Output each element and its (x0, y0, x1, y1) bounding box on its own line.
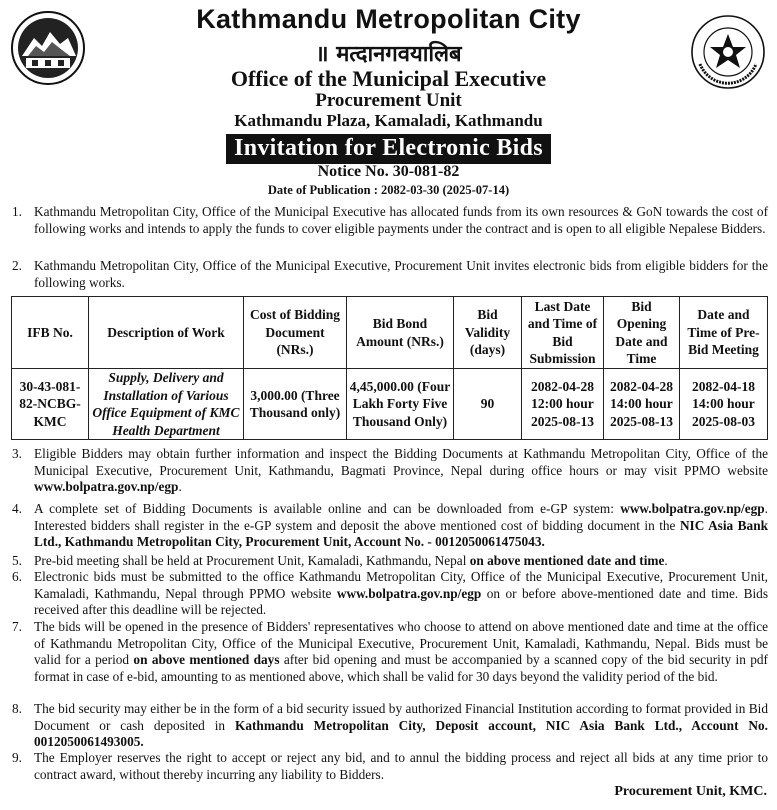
header-opening: Bid Opening Date and Time (604, 297, 680, 369)
unit-title: Procurement Unit (315, 90, 462, 111)
bank-account-2: Kathmandu Metropolitan City, Deposit account, NIC Asia Bank Ltd., Account No. 0012050061493005. (34, 717, 768, 749)
publication-date: Date of Publication : 2082-03-30 (2025-07-14) (267, 183, 510, 197)
ppmo-link[interactable]: www.bolpatra.gov.np/egp (34, 479, 179, 494)
page-title: Invitation for Electronic Bids (226, 134, 551, 164)
cell-ifb: 30-43-081-82-NCBG-KMC (12, 369, 89, 440)
address: Kathmandu Plaza, Kamaladi, Kathmandu (234, 111, 543, 130)
org-name-devanagari: ॥ मत्दानगवयालिब (315, 42, 462, 67)
header-validity: Bid Validity (days) (454, 297, 522, 369)
header-bid-bond: Bid Bond Amount (NRs.) (347, 297, 454, 369)
notice-number: Notice No. 30-081-82 (317, 163, 460, 180)
paragraph-4: 4. A complete set of Bidding Documents is available online and can be downloaded from e-GP system: www.bolpatra.gov.np/egp. Interested bidders shall register in the e-GP system and deposit the above mentioned cost of bidding document in the NIC Asia Bank Ltd., Kathmandu Metropolitan City, Procurement Unit, Account No. - 0012050061475043. (12, 501, 768, 549)
cell-cost: 3,000.00 (Three Thousand only) (244, 369, 347, 440)
cell-opening: 2082-04-28 14:00 hour 2025-08-13 (604, 369, 680, 440)
cell-prebid: 2082-04-18 14:00 hour 2025-08-03 (680, 369, 768, 440)
header-prebid: Date and Time of Pre-Bid Meeting (680, 297, 768, 369)
header-last-date: Last Date and Time of Bid Submission (522, 297, 604, 369)
org-name: Kathmandu Metropolitan City (196, 4, 581, 34)
egp-link[interactable]: www.bolpatra.gov.np/egp (620, 501, 765, 516)
cell-last-date: 2082-04-28 12:00 hour 2025-08-13 (522, 369, 604, 440)
header-cost: Cost of Bidding Document (NRs.) (244, 297, 347, 369)
paragraph-5: 5. Pre-bid meeting shall be held at Procurement Unit, Kamaladi, Kathmandu, Nepal on above mentioned date and time. (12, 553, 668, 568)
cell-description: Supply, Delivery and Installation of Various Office Equipment of KMC Health Department (89, 369, 244, 440)
paragraph-7: 7. The bids will be opened in the presence of Bidders' representatives who choose to attend on above mentioned date and time at the office of Kathmandu Metropolitan City, Office of the Municipal Executive, Procurement Unit, Kamaladi, Kathmandu, Nepal. Bids must be valid for a period on above mentioned days after bid opening and must be accompanied by a scanned copy of the bid security in pdf format in case of e-bid, amounting to as mentioned above, which shall be valid for 30 days beyond the validity period of the bid. (12, 619, 768, 684)
signature: Procurement Unit, KMC. (614, 784, 767, 799)
header-ifb: IFB No. (12, 297, 89, 369)
paragraph-1: 1. Kathmandu Metropolitan City, Office of the Municipal Executive has allocated funds from its own resources & GoN towards the cost of following works and intends to apply the funds to cover eligible payments under the contract and is open to all eligible Nepalese Bidders. (12, 204, 768, 236)
table-header-row (12, 297, 768, 369)
paragraph-9: 9. The Employer reserves the right to accept or reject any bid, and to annul the bidding process and reject all bids at any time prior to contract award, without thereby incurring any liability to Bidders. (12, 750, 768, 782)
paragraph-2: 2. Kathmandu Metropolitan City, Office of the Municipal Executive, Procurement Unit invites electronic bids from eligible bidders for the following works. (12, 258, 768, 290)
bank-account-1: NIC Asia Bank Ltd., Kathmandu Metropolitan City, Procurement Unit, Account No. - 0012050061475043. (34, 517, 768, 549)
ppmo-link-2[interactable]: www.bolpatra.gov.np/egp (336, 585, 482, 601)
office-title: Office of the Municipal Executive (230, 66, 547, 91)
paragraph-3: 3. Eligible Bidders may obtain further information and inspect the Bidding Documents at Kathmandu Metropolitan City, Office of the Municipal Executive, Procurement Unit, Kathmandu, Bagmati Province, Nepal during office hours or may visit PPMO website www.bolpatra.gov.np/egp. (12, 446, 768, 494)
cell-validity: 90 (454, 369, 522, 440)
header-description: Description of Work (89, 297, 244, 369)
paragraph-8: 8. The bid security may either be in the form of a bid security issued by authorized Financial Institution according to format provided in Bid Document or cash deposited in Kathmandu Metropolitan City, Deposit account, NIC Asia Bank Ltd., Account No. 0012050061493005. (12, 701, 768, 749)
paragraph-6: 6. Electronic bids must be submitted to the office Kathmandu Metropolitan City, Office of the Municipal Executive, Procurement Unit, Kamaladi, Kathmandu, Nepal through PPMO website www.bolpatra.gov.np/egp on or before above-mentioned date and time. Bids received after this deadline will be rejected. (12, 569, 769, 617)
table-row (12, 369, 768, 440)
bid-table (11, 296, 768, 440)
cell-bid-bond: 4,45,000.00 (Four Lakh Forty Five Thousand Only) (347, 369, 454, 440)
